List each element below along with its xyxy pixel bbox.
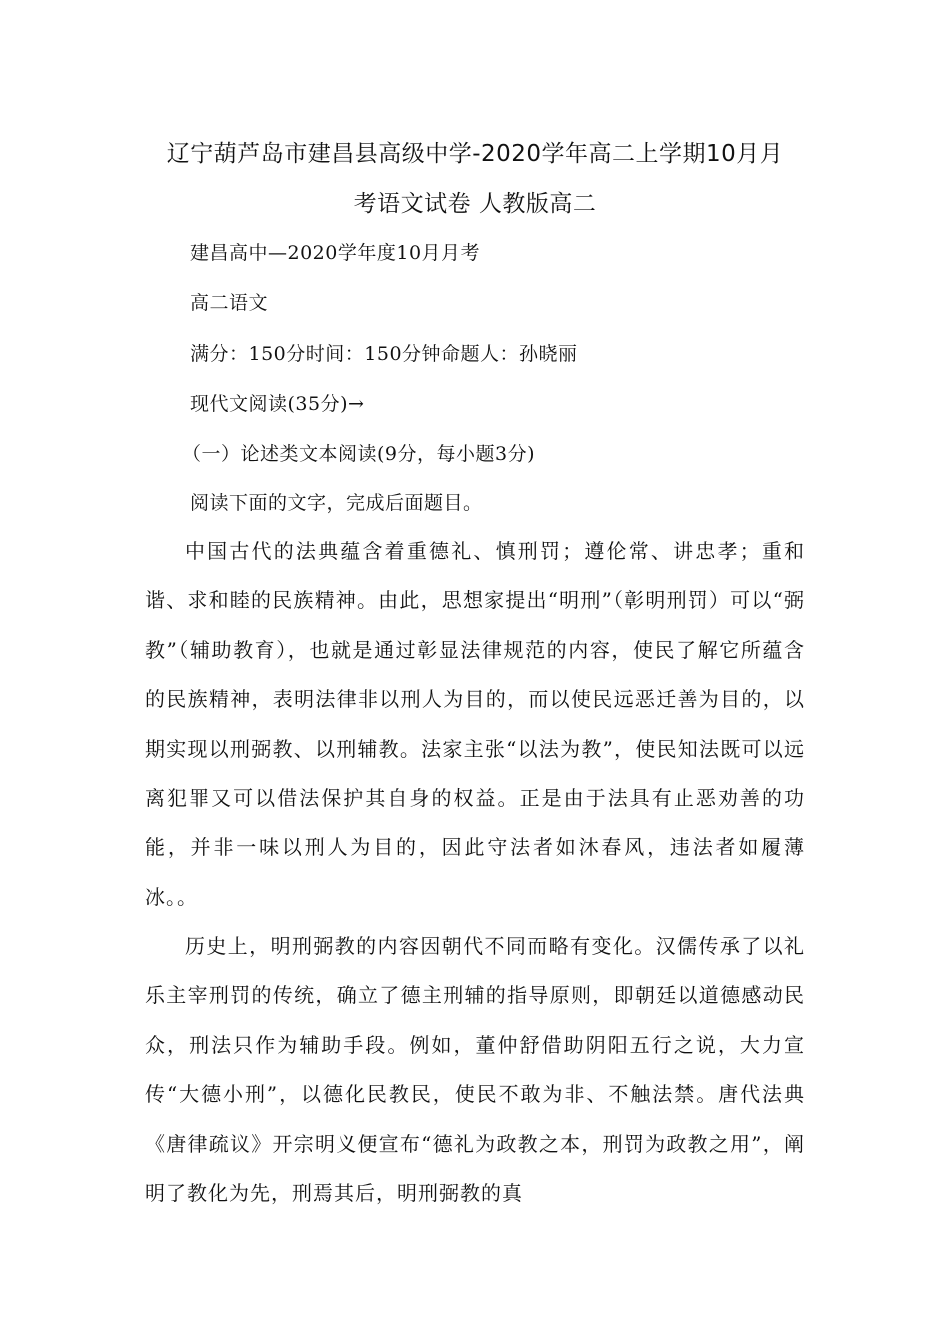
paragraph-text: 中国古代的法典蕴含着重德礼、慎刑罚；遵伦常、讲忠孝；重和谐、求和睦的民族精神。由此，思想家提出“明刑”（彰明刑罚）可以“弼教”（辅助教育），也就是通过彰显法律规范的内容，使民了解它所蕴含的民族精神，表明法律非以刑人为目的，而以使民远恶迁善为目的，以期实现以刑弼教、以刑辅教。法家主张“以法为教”，使民知法既可以远离犯罪又可以借法保护其自身的权益。正是由于法具有止恶劝善的功能，并非一味以刑人为目的，因此守法者如沐春风，违法者如履薄冰。。 [145,539,805,909]
document-title-line-2: 考语文试卷 人教版高二 [353,191,597,217]
score-info: 满分：150分时间：150分钟命题人：孙晓丽 [190,343,578,365]
reading-instruction: 阅读下面的文字，完成后面题目。 [190,492,483,514]
paragraph-text: 历史上，明刑弼教的内容因朝代不同而略有变化。汉儒传承了以礼乐主宰刑罚的传统，确立了德主刑辅的指导原则，即朝廷以道德感动民众，刑法只作为辅助手段。例如，董仲舒借助阴阳五行之说，大力宣传“大德小刑”，以德化民教民，使民不敢为非、不触法禁。唐代法典《唐律疏议》开宗明义便宣布“德礼为政教之本，刑罚为政教之用”，阐明了教化为先，刑焉其后，明刑弼教的真 [145,934,805,1206]
subject-line: 高二语文 [190,292,269,314]
document-title-line-1: 辽宁葫芦岛市建昌县高级中学-2020学年高二上学期10月月 [166,141,784,167]
section-heading: 现代文阅读(35分)→ [190,393,365,415]
subsection-heading: （一）论述类文本阅读(9分，每小题3分) [182,443,536,465]
passage-paragraph-2 [145,922,805,1218]
exam-name: 建昌高中—2020学年度10月月考 [190,242,481,264]
passage-paragraph-1 [145,527,805,922]
